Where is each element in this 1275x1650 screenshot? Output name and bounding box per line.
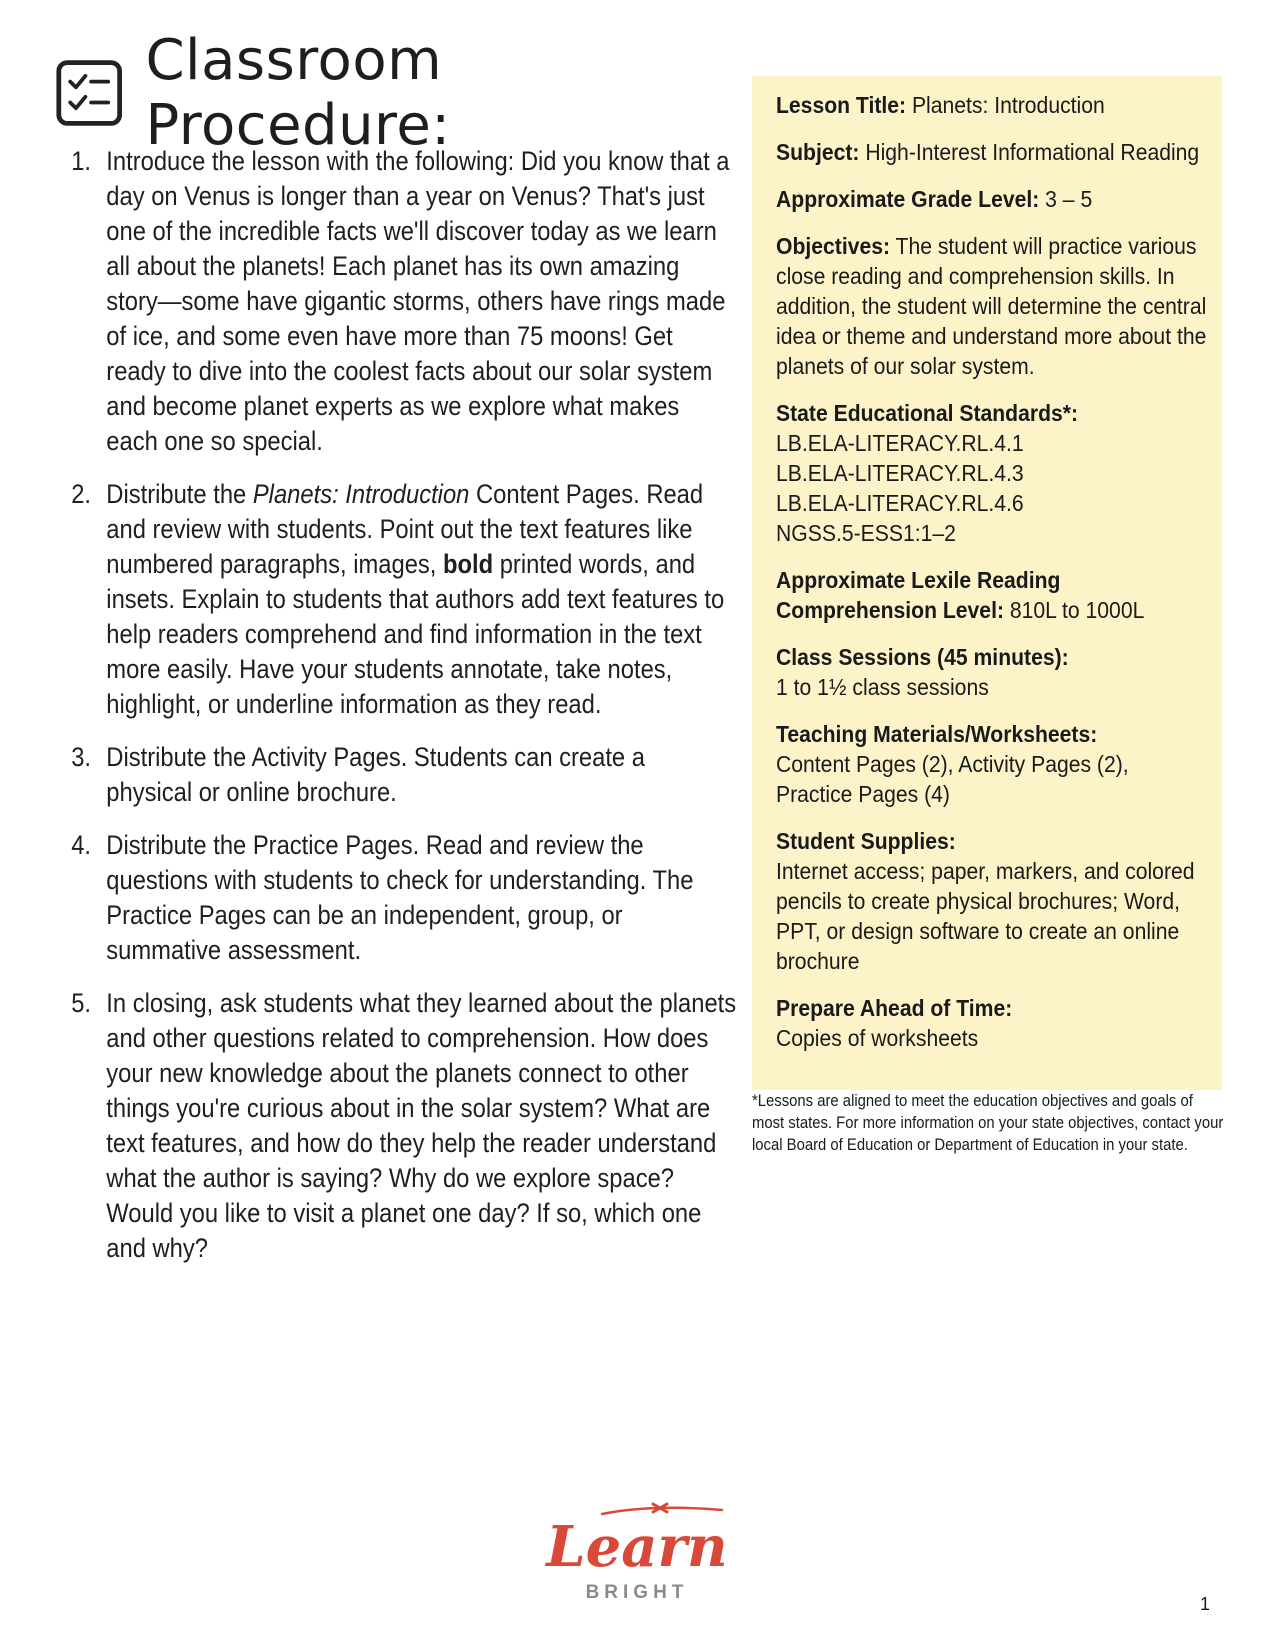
page-number: 1 [1200, 1594, 1211, 1614]
standard-item: NGSS.5-ESS1:1–2 [776, 520, 956, 546]
lexile-label: Approximate Lexile Reading [776, 567, 1061, 593]
grade-level-value: 3 – 5 [1039, 186, 1093, 212]
step-text: printed words, and insets. Explain to students that authors add text features to help readers comprehend and find information in the text more easily. Have your students annotate, take notes, highlight, or underline information as they read. [106, 549, 725, 719]
step-text: In closing, ask students what they learned about the planets and other questions related to comprehension. How does your new knowledge about the planets connect to other things you're curious about in the solar system? What are text features, and how do they help the reader understand what the author is saying? Why do we explore space? Would you like to visit a planet one day? If so, which one and why? [106, 988, 737, 1263]
objectives-value: The student will practice various close reading and comprehension skills. In addition, the student will determine the central idea or theme and understand more about the planets of our solar system. [776, 233, 1207, 379]
step-number: 1. [71, 146, 92, 176]
step-number: 3. [71, 742, 92, 772]
materials-label: Teaching Materials/Worksheets: [776, 721, 1098, 747]
step-5 [55, 986, 736, 1266]
prepare-block [776, 993, 1208, 1053]
prepare-label: Prepare Ahead of Time: [776, 995, 1013, 1021]
learn-bright-logo [532, 1496, 742, 1606]
procedure-heading [55, 28, 735, 158]
step-4 [55, 828, 736, 968]
step-3 [55, 740, 736, 810]
bold-word: bold [442, 549, 494, 579]
step-number: 4. [71, 830, 92, 860]
lexile-block [776, 565, 1208, 625]
supplies-block [776, 826, 1208, 976]
standards-label: State Educational Standards*: [776, 400, 1079, 426]
materials-value: Content Pages (2), Activity Pages (2), Practice Pages (4) [776, 751, 1129, 807]
standard-item: LB.ELA-LITERACY.RL.4.1 [776, 430, 1024, 456]
supplies-label: Student Supplies: [776, 828, 956, 854]
logo-subword: BRIGHT [585, 1582, 689, 1603]
grade-level-label: Approximate Grade Level: [776, 186, 1040, 212]
lesson-title-label: Lesson Title: [776, 92, 907, 118]
lesson-title-block [776, 90, 1208, 120]
checklist-icon [55, 57, 123, 129]
materials-block [776, 719, 1208, 809]
step-text: Distribute the [106, 479, 253, 509]
standards-footnote: *Lessons are aligned to meet the education objectives and goals of most states. For more information on your state objectives, contact your local Board of Education or Department of Education in your state. [752, 1092, 1224, 1154]
lesson-info-sidebar [752, 76, 1222, 1090]
grade-level-block [776, 184, 1208, 214]
step-text: Distribute the Activity Pages. Students can create a physical or online brochure. [106, 742, 645, 807]
step-number: 2. [71, 479, 92, 509]
objectives-label: Objectives: [776, 233, 891, 259]
logo-word: Learn [546, 1514, 728, 1580]
standard-item: LB.ELA-LITERACY.RL.4.6 [776, 490, 1024, 516]
standards-block [776, 398, 1208, 548]
step-text: Distribute the Practice Pages. Read and review the questions with students to check for understanding. The Practice Pages can be an independent, group, or summative assessment. [106, 830, 694, 965]
sessions-block [776, 642, 1208, 702]
prepare-value: Copies of worksheets [776, 1025, 979, 1051]
step-1 [55, 144, 736, 459]
step-number: 5. [71, 988, 92, 1018]
subject-value: High-Interest Informational Reading [859, 139, 1200, 165]
step-2 [55, 477, 736, 722]
subject-label: Subject: [776, 139, 860, 165]
lesson-title-value: Planets: Introduction [906, 92, 1105, 118]
supplies-value: Internet access; paper, markers, and colored pencils to create physical brochures; Word, PPT, or design software to create an online brochure [776, 858, 1195, 974]
standard-item: LB.ELA-LITERACY.RL.4.3 [776, 460, 1024, 486]
sessions-value: 1 to 1½ class sessions [776, 674, 989, 700]
lexile-value: 810L to 1000L [1003, 597, 1145, 623]
objectives-block [776, 231, 1208, 381]
procedure-column [55, 28, 737, 1284]
content-pages-title: Planets: Introduction [252, 479, 470, 509]
procedure-steps [55, 144, 735, 1266]
page-title: Classroom Procedure: [145, 28, 451, 158]
step-text: Content Pages. Read and review with students. Point out the text features like numbered paragraphs, images, [106, 479, 704, 579]
sessions-label: Class Sessions (45 minutes): [776, 644, 1069, 670]
lexile-label: Comprehension Level: [776, 597, 1004, 623]
step-text: Introduce the lesson with the following: Did you know that a day on Venus is longer than a year on Venus? That's just one of the incredible facts we'll discover today as we learn all about the planets! Each planet has its own amazing story—some have gigantic storms, others have rings made of ice, and some even have more than 75 moons! Get ready to dive into the coolest facts about our solar system and become planet experts as we explore what makes each one so special. [106, 146, 730, 456]
subject-block [776, 137, 1208, 167]
